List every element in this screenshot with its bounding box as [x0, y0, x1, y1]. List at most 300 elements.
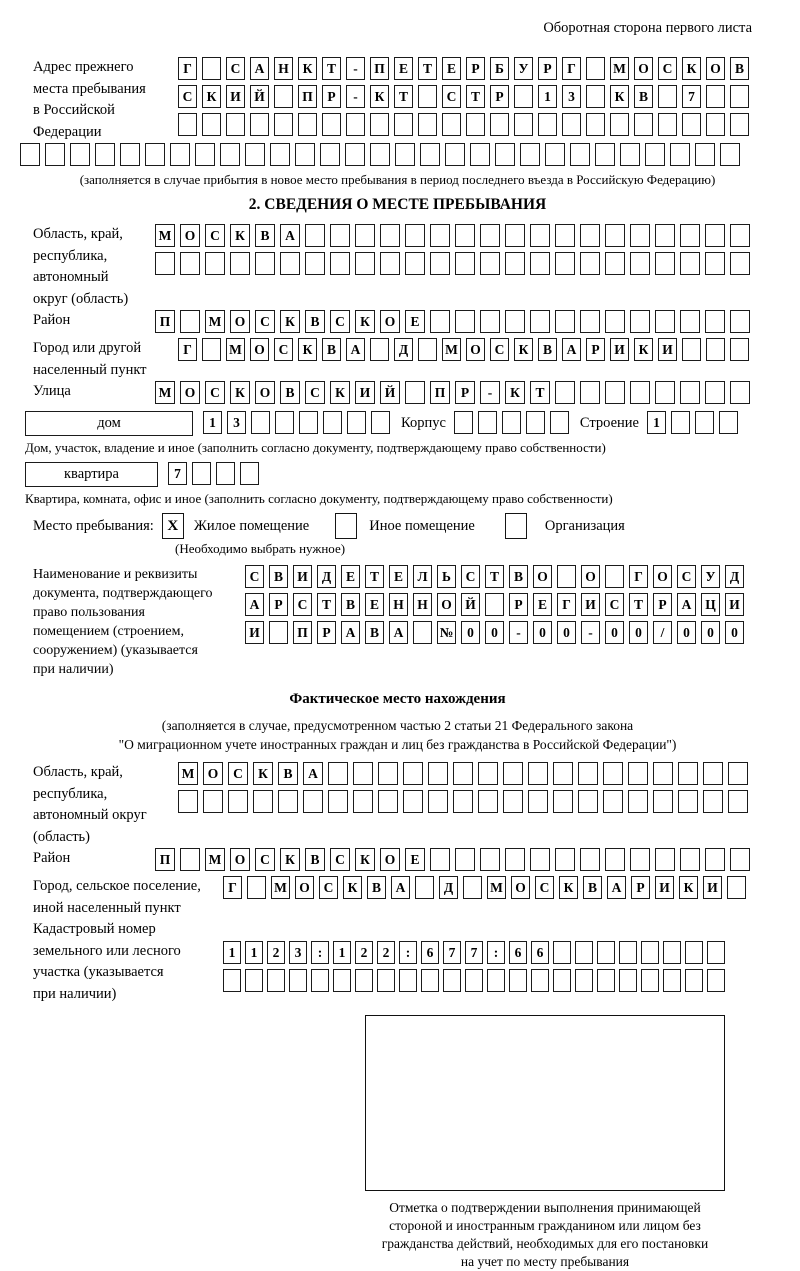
char-cell[interactable] [455, 224, 475, 247]
char-cell[interactable] [280, 252, 300, 275]
char-cell[interactable]: 0 [725, 621, 744, 644]
char-cell[interactable]: О [380, 848, 400, 871]
char-cell[interactable]: М [178, 762, 198, 785]
char-cell[interactable]: Й [250, 85, 269, 108]
char-cell[interactable] [707, 969, 725, 992]
char-cell[interactable] [630, 252, 650, 275]
char-cell[interactable]: К [280, 310, 300, 333]
char-cell[interactable]: К [230, 381, 250, 404]
char-cell[interactable]: Л [413, 565, 432, 588]
char-cell[interactable] [505, 252, 525, 275]
checkbox-residential[interactable]: X [162, 513, 184, 539]
char-cell[interactable]: М [205, 310, 225, 333]
char-cell[interactable]: А [562, 338, 581, 361]
char-cell[interactable] [418, 338, 437, 361]
char-cell[interactable]: Р [631, 876, 650, 899]
char-cell[interactable]: 7 [465, 941, 483, 964]
char-cell[interactable]: Т [530, 381, 550, 404]
char-cell[interactable] [420, 143, 440, 166]
char-cell[interactable]: С [255, 310, 275, 333]
char-cell[interactable]: С [658, 57, 677, 80]
char-cell[interactable] [514, 113, 533, 136]
char-cell[interactable]: Е [533, 593, 552, 616]
char-cell[interactable]: Р [466, 57, 485, 80]
char-cell[interactable] [178, 790, 198, 813]
char-cell[interactable]: 0 [629, 621, 648, 644]
char-cell[interactable]: И [658, 338, 677, 361]
char-cell[interactable] [634, 113, 653, 136]
char-cell[interactable]: У [514, 57, 533, 80]
char-cell[interactable]: О [581, 565, 600, 588]
char-cell[interactable] [370, 113, 389, 136]
char-cell[interactable]: К [343, 876, 362, 899]
char-cell[interactable]: К [298, 338, 317, 361]
char-cell[interactable]: 0 [533, 621, 552, 644]
char-cell[interactable] [347, 411, 366, 434]
char-cell[interactable] [619, 969, 637, 992]
char-cell[interactable]: 1 [647, 411, 666, 434]
char-cell[interactable] [255, 252, 275, 275]
char-cell[interactable]: О [180, 381, 200, 404]
char-cell[interactable]: - [581, 621, 600, 644]
char-cell[interactable]: Р [653, 593, 672, 616]
char-cell[interactable] [655, 224, 675, 247]
char-cell[interactable]: А [607, 876, 626, 899]
char-cell[interactable]: Т [418, 57, 437, 80]
char-cell[interactable]: О [634, 57, 653, 80]
char-cell[interactable]: 2 [267, 941, 285, 964]
char-cell[interactable] [322, 113, 341, 136]
char-cell[interactable] [619, 941, 637, 964]
char-cell[interactable] [320, 143, 340, 166]
char-cell[interactable] [247, 876, 266, 899]
char-cell[interactable] [728, 762, 748, 785]
char-cell[interactable]: Т [485, 565, 504, 588]
char-cell[interactable]: М [442, 338, 461, 361]
char-cell[interactable]: В [365, 621, 384, 644]
char-cell[interactable] [685, 941, 703, 964]
char-cell[interactable]: Д [439, 876, 458, 899]
char-cell[interactable] [685, 969, 703, 992]
char-cell[interactable] [597, 969, 615, 992]
char-cell[interactable] [630, 310, 650, 333]
char-cell[interactable] [395, 143, 415, 166]
char-cell[interactable] [251, 411, 270, 434]
char-cell[interactable]: Б [490, 57, 509, 80]
char-cell[interactable]: 0 [485, 621, 504, 644]
char-cell[interactable] [453, 762, 473, 785]
char-cell[interactable]: О [437, 593, 456, 616]
char-cell[interactable]: М [205, 848, 225, 871]
char-cell[interactable]: 7 [168, 462, 187, 485]
char-cell[interactable] [430, 224, 450, 247]
char-cell[interactable]: А [303, 762, 323, 785]
char-cell[interactable] [655, 848, 675, 871]
char-cell[interactable] [399, 969, 417, 992]
char-cell[interactable]: Р [322, 85, 341, 108]
char-cell[interactable] [557, 565, 576, 588]
char-cell[interactable] [628, 762, 648, 785]
char-cell[interactable] [442, 113, 461, 136]
char-cell[interactable] [555, 381, 575, 404]
char-cell[interactable]: В [634, 85, 653, 108]
char-cell[interactable]: Г [557, 593, 576, 616]
char-cell[interactable] [728, 790, 748, 813]
char-cell[interactable] [695, 143, 715, 166]
char-cell[interactable] [371, 411, 390, 434]
char-cell[interactable] [330, 224, 350, 247]
char-cell[interactable] [520, 143, 540, 166]
char-cell[interactable] [620, 143, 640, 166]
char-cell[interactable]: А [245, 593, 264, 616]
char-cell[interactable]: Р [317, 621, 336, 644]
char-cell[interactable] [505, 310, 525, 333]
char-cell[interactable]: В [509, 565, 528, 588]
char-cell[interactable] [645, 143, 665, 166]
char-cell[interactable] [120, 143, 140, 166]
char-cell[interactable] [719, 411, 738, 434]
char-cell[interactable]: К [370, 85, 389, 108]
char-cell[interactable]: К [610, 85, 629, 108]
char-cell[interactable] [680, 381, 700, 404]
char-cell[interactable]: И [293, 565, 312, 588]
char-cell[interactable] [202, 113, 221, 136]
char-cell[interactable]: Й [461, 593, 480, 616]
char-cell[interactable] [245, 969, 263, 992]
char-cell[interactable] [45, 143, 65, 166]
char-cell[interactable]: : [487, 941, 505, 964]
char-cell[interactable] [394, 113, 413, 136]
char-cell[interactable] [641, 969, 659, 992]
char-cell[interactable]: В [280, 381, 300, 404]
char-cell[interactable]: М [487, 876, 506, 899]
char-cell[interactable] [555, 848, 575, 871]
char-cell[interactable] [95, 143, 115, 166]
char-cell[interactable]: Н [274, 57, 293, 80]
char-cell[interactable]: 0 [701, 621, 720, 644]
char-cell[interactable] [605, 310, 625, 333]
char-cell[interactable]: М [226, 338, 245, 361]
char-cell[interactable] [505, 224, 525, 247]
char-cell[interactable]: В [367, 876, 386, 899]
char-cell[interactable]: 1 [223, 941, 241, 964]
char-cell[interactable] [730, 310, 750, 333]
char-cell[interactable] [478, 762, 498, 785]
char-cell[interactable] [705, 252, 725, 275]
char-cell[interactable]: М [155, 381, 175, 404]
char-cell[interactable] [487, 969, 505, 992]
char-cell[interactable] [628, 790, 648, 813]
char-cell[interactable] [530, 224, 550, 247]
char-cell[interactable]: 6 [421, 941, 439, 964]
char-cell[interactable] [502, 411, 521, 434]
char-cell[interactable] [530, 310, 550, 333]
char-cell[interactable] [226, 113, 245, 136]
char-cell[interactable]: С [442, 85, 461, 108]
char-cell[interactable] [466, 113, 485, 136]
char-cell[interactable]: 3 [562, 85, 581, 108]
char-cell[interactable]: 1 [333, 941, 351, 964]
char-cell[interactable] [670, 143, 690, 166]
char-cell[interactable]: - [480, 381, 500, 404]
char-cell[interactable] [346, 113, 365, 136]
char-cell[interactable]: Е [389, 565, 408, 588]
char-cell[interactable]: О [706, 57, 725, 80]
char-cell[interactable]: Т [317, 593, 336, 616]
char-cell[interactable] [253, 790, 273, 813]
char-cell[interactable] [478, 411, 497, 434]
char-cell[interactable] [695, 411, 714, 434]
char-cell[interactable]: И [226, 85, 245, 108]
char-cell[interactable]: В [538, 338, 557, 361]
char-cell[interactable] [370, 338, 389, 361]
char-cell[interactable] [267, 969, 285, 992]
char-cell[interactable] [580, 252, 600, 275]
char-cell[interactable] [705, 310, 725, 333]
house-box[interactable]: дом [25, 411, 193, 436]
char-cell[interactable]: И [655, 876, 674, 899]
char-cell[interactable]: В [730, 57, 749, 80]
char-cell[interactable] [70, 143, 90, 166]
char-cell[interactable] [303, 790, 323, 813]
char-cell[interactable] [220, 143, 240, 166]
char-cell[interactable]: М [271, 876, 290, 899]
char-cell[interactable]: Е [405, 310, 425, 333]
char-cell[interactable] [180, 848, 200, 871]
char-cell[interactable] [578, 790, 598, 813]
char-cell[interactable] [553, 790, 573, 813]
char-cell[interactable] [538, 113, 557, 136]
char-cell[interactable] [682, 113, 701, 136]
char-cell[interactable] [355, 252, 375, 275]
char-cell[interactable] [555, 252, 575, 275]
char-cell[interactable]: Н [389, 593, 408, 616]
char-cell[interactable]: Е [405, 848, 425, 871]
char-cell[interactable] [503, 790, 523, 813]
char-cell[interactable] [345, 143, 365, 166]
char-cell[interactable] [250, 113, 269, 136]
char-cell[interactable] [605, 252, 625, 275]
char-cell[interactable] [421, 969, 439, 992]
char-cell[interactable] [553, 941, 571, 964]
char-cell[interactable] [405, 224, 425, 247]
char-cell[interactable] [333, 969, 351, 992]
char-cell[interactable] [430, 310, 450, 333]
char-cell[interactable] [205, 252, 225, 275]
char-cell[interactable]: О [255, 381, 275, 404]
char-cell[interactable] [455, 848, 475, 871]
checkbox-organization[interactable] [505, 513, 527, 539]
char-cell[interactable] [269, 621, 288, 644]
char-cell[interactable]: Т [394, 85, 413, 108]
char-cell[interactable] [530, 848, 550, 871]
char-cell[interactable] [311, 969, 329, 992]
char-cell[interactable]: Ц [701, 593, 720, 616]
char-cell[interactable]: А [346, 338, 365, 361]
char-cell[interactable]: П [155, 848, 175, 871]
char-cell[interactable] [580, 224, 600, 247]
char-cell[interactable] [580, 381, 600, 404]
char-cell[interactable]: К [682, 57, 701, 80]
char-cell[interactable]: А [391, 876, 410, 899]
char-cell[interactable] [403, 762, 423, 785]
char-cell[interactable] [605, 381, 625, 404]
char-cell[interactable]: М [155, 224, 175, 247]
char-cell[interactable] [682, 338, 701, 361]
char-cell[interactable]: И [355, 381, 375, 404]
char-cell[interactable]: В [583, 876, 602, 899]
char-cell[interactable]: / [653, 621, 672, 644]
char-cell[interactable]: Р [455, 381, 475, 404]
char-cell[interactable]: 0 [557, 621, 576, 644]
char-cell[interactable] [353, 790, 373, 813]
char-cell[interactable]: - [346, 57, 365, 80]
char-cell[interactable] [480, 224, 500, 247]
char-cell[interactable]: С [305, 381, 325, 404]
char-cell[interactable] [278, 790, 298, 813]
char-cell[interactable]: 6 [531, 941, 549, 964]
char-cell[interactable] [223, 969, 241, 992]
char-cell[interactable] [730, 224, 750, 247]
char-cell[interactable] [550, 411, 569, 434]
char-cell[interactable] [274, 113, 293, 136]
char-cell[interactable] [706, 338, 725, 361]
char-cell[interactable]: 1 [203, 411, 222, 434]
char-cell[interactable]: С [274, 338, 293, 361]
char-cell[interactable]: Н [413, 593, 432, 616]
char-cell[interactable]: Т [629, 593, 648, 616]
char-cell[interactable]: 7 [443, 941, 461, 964]
char-cell[interactable]: Ь [437, 565, 456, 588]
char-cell[interactable]: 1 [538, 85, 557, 108]
char-cell[interactable]: Р [490, 85, 509, 108]
char-cell[interactable] [478, 790, 498, 813]
char-cell[interactable]: Т [322, 57, 341, 80]
char-cell[interactable] [328, 790, 348, 813]
char-cell[interactable] [663, 969, 681, 992]
char-cell[interactable]: О [230, 848, 250, 871]
char-cell[interactable] [305, 224, 325, 247]
char-cell[interactable]: К [505, 381, 525, 404]
char-cell[interactable]: В [278, 762, 298, 785]
char-cell[interactable]: О [466, 338, 485, 361]
char-cell[interactable]: С [178, 85, 197, 108]
char-cell[interactable] [610, 113, 629, 136]
char-cell[interactable]: 7 [682, 85, 701, 108]
char-cell[interactable] [353, 762, 373, 785]
char-cell[interactable]: К [230, 224, 250, 247]
char-cell[interactable]: И [581, 593, 600, 616]
char-cell[interactable] [192, 462, 211, 485]
char-cell[interactable] [680, 848, 700, 871]
char-cell[interactable] [455, 310, 475, 333]
char-cell[interactable]: О [203, 762, 223, 785]
char-cell[interactable] [480, 310, 500, 333]
char-cell[interactable] [671, 411, 690, 434]
char-cell[interactable]: С [228, 762, 248, 785]
char-cell[interactable]: С [330, 848, 350, 871]
char-cell[interactable]: С [330, 310, 350, 333]
char-cell[interactable] [730, 85, 749, 108]
char-cell[interactable] [405, 381, 425, 404]
char-cell[interactable]: П [298, 85, 317, 108]
char-cell[interactable]: С [226, 57, 245, 80]
char-cell[interactable]: О [180, 224, 200, 247]
char-cell[interactable]: Е [394, 57, 413, 80]
char-cell[interactable]: В [305, 848, 325, 871]
char-cell[interactable] [605, 224, 625, 247]
char-cell[interactable]: Д [394, 338, 413, 361]
char-cell[interactable] [230, 252, 250, 275]
char-cell[interactable] [380, 252, 400, 275]
char-cell[interactable]: В [341, 593, 360, 616]
char-cell[interactable] [658, 85, 677, 108]
char-cell[interactable]: И [703, 876, 722, 899]
char-cell[interactable]: С [205, 224, 225, 247]
char-cell[interactable] [630, 381, 650, 404]
char-cell[interactable]: 0 [605, 621, 624, 644]
char-cell[interactable] [155, 252, 175, 275]
char-cell[interactable] [455, 252, 475, 275]
char-cell[interactable] [274, 85, 293, 108]
char-cell[interactable]: А [280, 224, 300, 247]
char-cell[interactable]: Д [317, 565, 336, 588]
char-cell[interactable] [553, 969, 571, 992]
char-cell[interactable] [428, 762, 448, 785]
char-cell[interactable]: А [389, 621, 408, 644]
char-cell[interactable] [480, 252, 500, 275]
char-cell[interactable]: С [319, 876, 338, 899]
char-cell[interactable]: 3 [289, 941, 307, 964]
char-cell[interactable] [605, 848, 625, 871]
char-cell[interactable]: О [295, 876, 314, 899]
char-cell[interactable] [562, 113, 581, 136]
char-cell[interactable]: 6 [509, 941, 527, 964]
char-cell[interactable] [428, 790, 448, 813]
char-cell[interactable] [680, 224, 700, 247]
char-cell[interactable]: К [298, 57, 317, 80]
char-cell[interactable]: К [355, 310, 375, 333]
char-cell[interactable] [445, 143, 465, 166]
char-cell[interactable]: Е [442, 57, 461, 80]
char-cell[interactable]: К [514, 338, 533, 361]
char-cell[interactable] [145, 143, 165, 166]
char-cell[interactable]: К [330, 381, 350, 404]
char-cell[interactable]: И [245, 621, 264, 644]
char-cell[interactable]: К [679, 876, 698, 899]
char-cell[interactable] [505, 848, 525, 871]
char-cell[interactable] [377, 969, 395, 992]
char-cell[interactable]: С [255, 848, 275, 871]
char-cell[interactable]: Р [509, 593, 528, 616]
apartment-box[interactable]: квартира [25, 462, 158, 487]
char-cell[interactable] [330, 252, 350, 275]
char-cell[interactable]: Р [586, 338, 605, 361]
char-cell[interactable] [580, 310, 600, 333]
char-cell[interactable] [195, 143, 215, 166]
char-cell[interactable]: Г [178, 57, 197, 80]
char-cell[interactable] [703, 790, 723, 813]
char-cell[interactable] [463, 876, 482, 899]
char-cell[interactable] [528, 762, 548, 785]
char-cell[interactable] [355, 969, 373, 992]
char-cell[interactable] [203, 790, 223, 813]
char-cell[interactable] [485, 593, 504, 616]
char-cell[interactable]: К [253, 762, 273, 785]
char-cell[interactable] [299, 411, 318, 434]
char-cell[interactable] [405, 252, 425, 275]
char-cell[interactable] [378, 762, 398, 785]
